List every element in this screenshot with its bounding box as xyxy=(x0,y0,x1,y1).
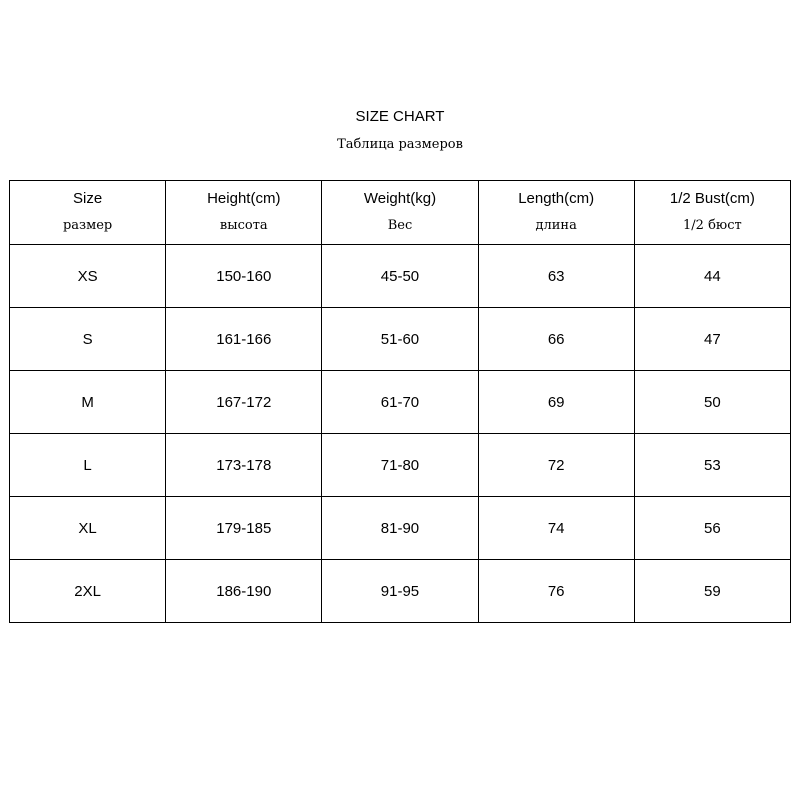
cell-size: 2XL xyxy=(10,560,166,623)
cell-length: 76 xyxy=(478,560,634,623)
header-cell-weight xyxy=(322,181,478,245)
header-label-en: Height(cm) xyxy=(207,190,281,207)
cell-length: 74 xyxy=(478,497,634,560)
header-label-en: Weight(kg) xyxy=(363,190,437,207)
page-title: SIZE CHART xyxy=(355,108,445,125)
cell-weight: 61-70 xyxy=(322,371,478,434)
table-header xyxy=(10,181,791,245)
header-label-ru: длина xyxy=(535,218,577,233)
cell-bust: 47 xyxy=(634,308,790,371)
header-cell-size xyxy=(10,181,166,245)
header-label-en: Size xyxy=(73,190,103,207)
header-label-ru: 1/2 бюст xyxy=(683,218,742,233)
header-label-en: Length(cm) xyxy=(518,190,595,207)
header-label-ru: Вес xyxy=(387,218,413,233)
table-row xyxy=(10,560,791,623)
cell-weight: 51-60 xyxy=(322,308,478,371)
header-cell-height xyxy=(166,181,322,245)
cell-weight: 81-90 xyxy=(322,497,478,560)
cell-bust: 50 xyxy=(634,371,790,434)
header-label-en: 1/2 Bust(cm) xyxy=(669,190,755,207)
cell-height: 179-185 xyxy=(166,497,322,560)
header-cell-length xyxy=(478,181,634,245)
table-row xyxy=(10,434,791,497)
cell-bust: 53 xyxy=(634,434,790,497)
cell-bust: 56 xyxy=(634,497,790,560)
header-row xyxy=(10,181,791,245)
page-subtitle: Таблица размеров xyxy=(337,137,463,152)
cell-height: 167-172 xyxy=(166,371,322,434)
cell-size: L xyxy=(10,434,166,497)
header-label-ru: размер xyxy=(62,218,113,233)
table-body xyxy=(10,245,791,623)
cell-size: S xyxy=(10,308,166,371)
cell-length: 63 xyxy=(478,245,634,308)
cell-height: 173-178 xyxy=(166,434,322,497)
cell-weight: 45-50 xyxy=(322,245,478,308)
cell-height: 150-160 xyxy=(166,245,322,308)
cell-bust: 59 xyxy=(634,560,790,623)
table-row xyxy=(10,245,791,308)
table-row xyxy=(10,308,791,371)
table-row xyxy=(10,497,791,560)
header-label-ru: высота xyxy=(219,218,268,233)
cell-bust: 44 xyxy=(634,245,790,308)
cell-size: M xyxy=(10,371,166,434)
cell-size: XS xyxy=(10,245,166,308)
cell-weight: 71-80 xyxy=(322,434,478,497)
cell-height: 186-190 xyxy=(166,560,322,623)
cell-size: XL xyxy=(10,497,166,560)
size-table xyxy=(9,180,791,623)
table-row xyxy=(10,371,791,434)
header-cell-bust xyxy=(634,181,790,245)
cell-length: 69 xyxy=(478,371,634,434)
cell-weight: 91-95 xyxy=(322,560,478,623)
cell-length: 72 xyxy=(478,434,634,497)
cell-length: 66 xyxy=(478,308,634,371)
cell-height: 161-166 xyxy=(166,308,322,371)
